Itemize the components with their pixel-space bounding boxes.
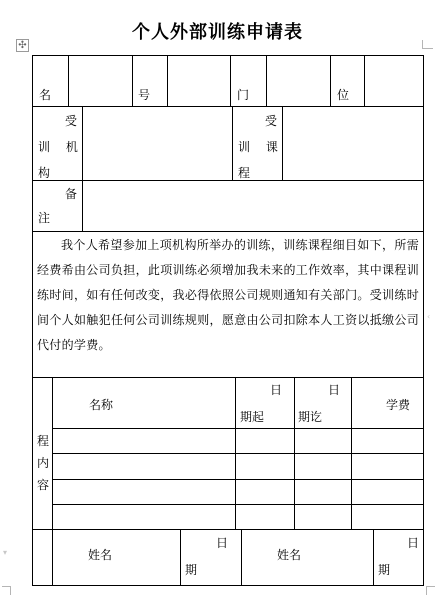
signature-date-label-top: 日: [216, 536, 229, 550]
position-label: 位: [337, 88, 350, 102]
course-end-cell[interactable]: [295, 480, 351, 504]
course-name-cell[interactable]: [53, 429, 235, 453]
position-field[interactable]: [365, 56, 423, 106]
course-fee-cell[interactable]: [352, 480, 423, 504]
application-form-table: [32, 55, 424, 586]
margin-corner-mark: [422, 40, 433, 49]
department-field[interactable]: [267, 56, 330, 106]
employee-id-field[interactable]: [168, 56, 230, 106]
table-move-handle-icon[interactable]: ✣: [16, 39, 29, 52]
course-name-cell[interactable]: [53, 454, 235, 479]
applicant-name-field[interactable]: [69, 56, 132, 106]
signature-name-field[interactable]: [53, 530, 180, 585]
course-end-cell[interactable]: [295, 429, 351, 453]
end-date-header-top: 日: [328, 383, 341, 397]
training-course-label: 受 训 课 程: [238, 114, 278, 180]
course-content-label: 程 内 容: [37, 434, 50, 492]
course-end-cell[interactable]: [295, 454, 351, 479]
remarks-label: 备 注: [38, 187, 78, 225]
course-name-header: 名称: [89, 398, 114, 412]
course-fee-cell[interactable]: [352, 505, 423, 529]
applicant-name-label: 名: [39, 88, 52, 102]
course-start-cell[interactable]: [236, 480, 294, 504]
end-date-header: 期讫: [298, 410, 323, 424]
remarks-field[interactable]: [83, 181, 423, 231]
tuition-fee-header: 学费: [386, 398, 411, 412]
approver-date-label: 期: [378, 563, 391, 577]
approver-name-field[interactable]: [242, 530, 373, 585]
start-date-header: 期起: [240, 410, 265, 424]
course-end-cell[interactable]: [295, 505, 351, 529]
page-title: 个人外部训练申请表: [132, 22, 303, 43]
signature-name-label: 姓名: [88, 548, 113, 562]
margin-tick-icon: ▾: [3, 548, 8, 557]
margin-tick-icon: ‹: [427, 312, 431, 321]
start-date-header-top: 日: [270, 383, 283, 397]
course-fee-cell[interactable]: [352, 429, 423, 453]
approver-name-label: 姓名: [277, 548, 302, 562]
training-institution-label: 受 训 机 构: [38, 114, 78, 180]
training-course-field[interactable]: [283, 107, 423, 180]
department-label: 门: [237, 88, 250, 102]
course-name-cell[interactable]: [53, 480, 235, 504]
margin-corner-mark: [2, 586, 11, 595]
approver-date-label-top: 日: [407, 536, 420, 550]
employee-id-label: 号: [138, 88, 151, 102]
course-start-cell[interactable]: [236, 454, 294, 479]
margin-corner-mark: [426, 586, 435, 595]
course-start-cell[interactable]: [236, 505, 294, 529]
training-institution-field[interactable]: [83, 107, 232, 180]
course-start-cell[interactable]: [236, 429, 294, 453]
course-name-cell[interactable]: [53, 505, 235, 529]
course-fee-cell[interactable]: [352, 454, 423, 479]
agreement-statement: 我个人希望参加上项机构所举办的训练，训练课程细目如下，所需经费希由公司负担，此项训练必须增加我未来的工作效率，其中课程训练时间，如有任何改变，我必得依照公司规则通知有关部门。受训练时间个人如触犯任何公司训练规则，愿意由公司扣除本人工资以抵缴公司代付的学费。: [37, 238, 419, 352]
signature-date-label: 期: [185, 563, 198, 577]
